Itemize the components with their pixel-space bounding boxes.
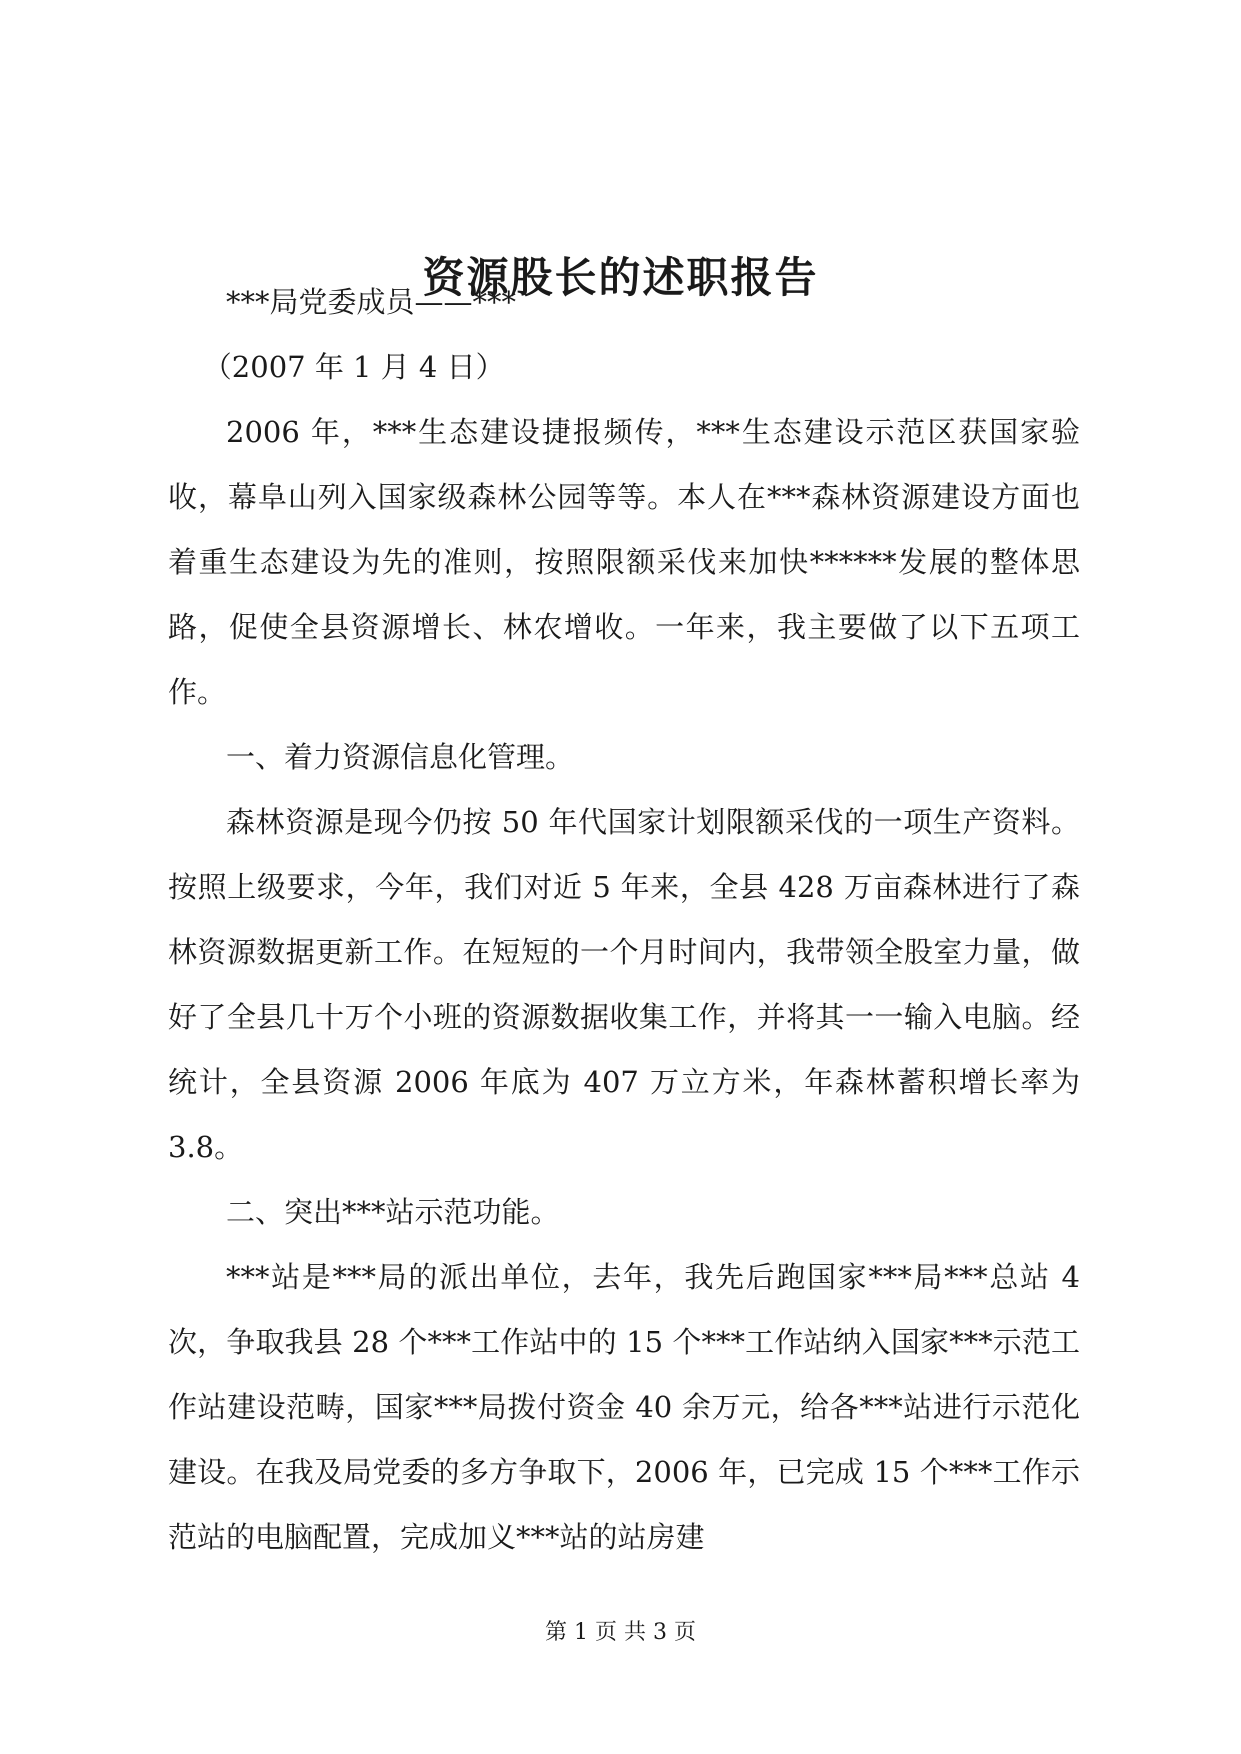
- author-line: ***局党委成员——***: [226, 285, 517, 319]
- date-line: （2007 年 1 月 4 日）: [202, 350, 505, 384]
- section-heading-1: 一、着力资源信息化管理。: [226, 740, 575, 774]
- document-title: 资源股长的述职报告: [422, 253, 819, 303]
- paragraph-section-2: ***站是***局的派出单位，去年，我先后跑国家***局***总站 4 次，争取我县 28 个***工作站中的 15 个***工作站纳入国家***示范工作站建设范畴，国家***局拨付资金 40 余万元，给各***站进行示范化建设。在我及局党委的多方争取下，2006 年，已完成 15 个***工作示范站的电脑配置，完成加义***站的站房建: [168, 1260, 1080, 1554]
- paragraph-intro: 2006 年，***生态建设捷报频传，***生态建设示范区获国家验收，幕阜山列入国家级森林公园等等。本人在***森林资源建设方面也着重生态建设为先的准则，按照限额采伐来加快******发展的整体思路，促使全县资源增长、林农增收。一年来，我主要做了以下五项工作。: [168, 415, 1080, 709]
- paragraph-section-1: 森林资源是现今仍按 50 年代国家计划限额采伐的一项生产资料。按照上级要求，今年，我们对近 5 年来，全县 428 万亩森林进行了森林资源数据更新工作。在短短的一个月时间内，我带领全股室力量，做好了全县几十万个小班的资源数据收集工作，并将其一一输入电脑。经统计，全县资源 2006 年底为 407 万立方米，年森林蓄积增长率为 3.8。: [168, 805, 1080, 1164]
- page-footer: 第 1 页 共 3 页: [545, 1620, 696, 1645]
- section-heading-2: 二、突出***站示范功能。: [226, 1195, 560, 1229]
- document-body: [168, 270, 1080, 1570]
